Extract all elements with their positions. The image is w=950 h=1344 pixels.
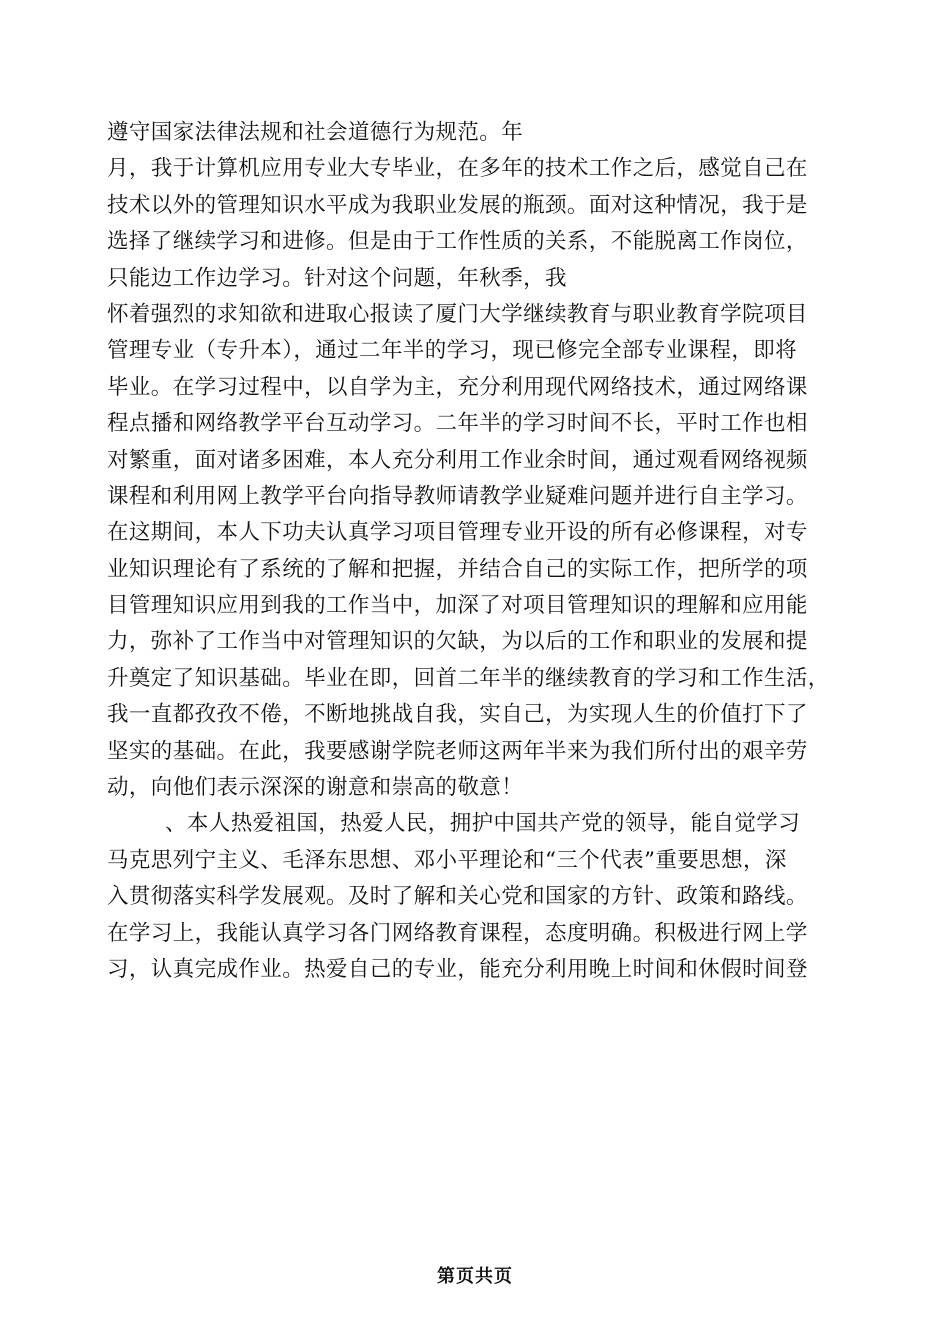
- text-line: 怀着强烈的求知欲和进取心报读了厦门大学继续教育与职业教育学院项目: [107, 301, 808, 327]
- text-line: 升奠定了知识基础。毕业在即，回首二年半的继续教育的学习和工作生活，: [107, 665, 830, 691]
- text-line: 课程和利用网上教学平台向指导教师请教学业疑难问题并进行自主学习。: [107, 483, 808, 509]
- text-line: 在学习上，我能认真学习各门网络教育课程，态度明确。积极进行网上学: [107, 920, 808, 946]
- page-footer: 第页共页: [437, 1266, 513, 1287]
- text-line: 毕业。在学习过程中，以自学为主，充分利用现代网络技术，通过网络课: [107, 374, 808, 400]
- text-line: 技术以外的管理知识水平成为我职业发展的瓶颈。面对这种情况，我于是: [107, 192, 808, 218]
- text-line: 入贯彻落实科学发展观。及时了解和关心党和国家的方针、政策和路线。: [107, 884, 808, 910]
- text-line: 月，我于计算机应用专业大专毕业，在多年的技术工作之后，感觉自己在: [107, 156, 808, 182]
- text-line: 只能边工作边学习。针对这个问题，年秋季，我: [107, 265, 567, 291]
- text-line: 选择了继续学习和进修。但是由于工作性质的关系，不能脱离工作岗位，: [107, 229, 808, 255]
- text-line: 马克思列宁主义、毛泽东思想、邓小平理论和“三个代表”重要思想，深: [107, 847, 787, 873]
- text-line: 业知识理论有了系统的了解和把握，并结合自己的实际工作，把所学的项: [107, 556, 808, 582]
- text-line: 遵守国家法律法规和社会道德行为规范。年: [107, 120, 524, 145]
- text-line: 对繁重，面对诸多困难，本人充分利用工作业余时间，通过观看网络视频: [107, 447, 808, 473]
- text-line: 管理专业（专升本），通过二年半的学习，现已修完全部专业课程，即将: [107, 338, 798, 364]
- body-text: [107, 115, 847, 988]
- text-line: 习，认真完成作业。热爱自己的专业，能充分利用晚上时间和休假时间登: [107, 956, 808, 982]
- text-line: 力，弥补了工作当中对管理知识的欠缺，为以后的工作和职业的发展和提: [107, 629, 808, 655]
- text-line: 坚实的基础。在此，我要感谢学院老师这两年半来为我们所付出的艰辛劳: [107, 738, 808, 764]
- paragraph-start-line: 、本人热爱祖国，热爱人民，拥护中国共产党的领导，能自觉学习: [165, 811, 801, 837]
- text-line: 在这期间，本人下功夫认真学习项目管理专业开设的所有必修课程，对专: [107, 520, 808, 546]
- text-line: 动，向他们表示深深的谢意和崇高的敬意！: [107, 775, 524, 801]
- text-line: 程点播和网络教学平台互动学习。二年半的学习时间不长，平时工作也相: [107, 411, 808, 437]
- text-line: 我一直都孜孜不倦，不断地挑战自我，实自己，为实现人生的价值打下了: [107, 702, 808, 728]
- text-line: 目管理知识应用到我的工作当中，加深了对项目管理知识的理解和应用能: [107, 593, 808, 619]
